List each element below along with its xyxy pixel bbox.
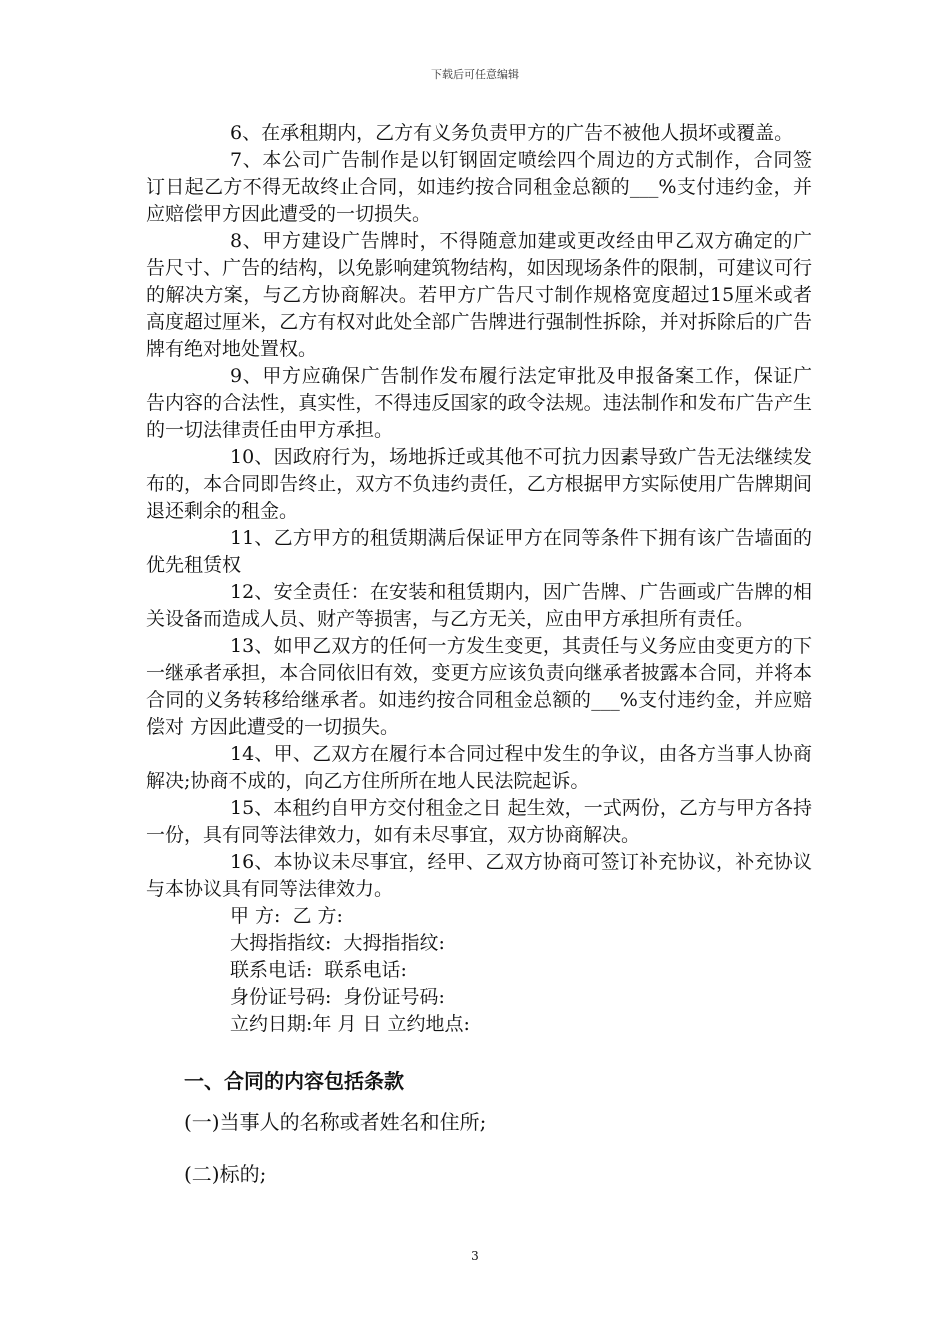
signature-date-place: 立约日期:年 月 日 立约地点: [230, 1013, 470, 1035]
signature-thumbprint: 大拇指指纹: 大拇指指纹: [230, 932, 445, 954]
clause-11: 11、乙方甲方的租赁期满后保证甲方在同等条件下拥有该广告墙面的优先租赁权 [146, 527, 812, 576]
contract-body [146, 120, 812, 1038]
clause-15: 15、本租约自甲方交付租金之日 起生效，一式两份，乙方与甲方各持一份，具有同等法律效力，如有未尽事宜，双方协商解决。 [146, 797, 812, 846]
page-header: 下载后可任意编辑 [431, 68, 519, 81]
clause-14: 14、甲、乙双方在履行本合同过程中发生的争议，由各方当事人协商解决;协商不成的，向乙方住所所在地人民法院起诉。 [146, 743, 812, 792]
page-number: 3 [471, 1249, 479, 1263]
clause-12: 12、安全责任：在安装和租赁期内，因广告牌、广告画或广告牌的相关设备而造成人员、财产等损害，与乙方无关，应由甲方承担所有责任。 [146, 581, 812, 630]
clause-8: 8、甲方建设广告牌时，不得随意加建或更改经由甲乙双方确定的广告尺寸、广告的结构，以免影响建筑物结构，如因现场条件的限制，可建议可行的解决方案，与乙方协商解决。若甲方广告尺寸制作规格宽度超过15厘米或者高度超过厘米，乙方有权对此处全部广告牌进行强制性拆除，并对拆除后的广告牌有绝对地处置权。 [146, 230, 812, 360]
signature-id-number: 身份证号码: 身份证号码: [230, 986, 445, 1008]
signature-parties: 甲 方: 乙 方: [230, 905, 343, 927]
clause-6: 6、在承租期内，乙方有义务负责甲方的广告不被他人损坏或覆盖。 [230, 122, 794, 144]
section-heading: 一、合同的内容包括条款 [184, 1069, 404, 1093]
clause-13: 13、如甲乙双方的任何一方发生变更，其责任与义务应由变更方的下一继承者承担，本合同依旧有效，变更方应该负责向继承者披露本合同，并将本合同的义务转移给继承者。如违约按合同租金总额的___%支付违约金，并应赔偿对 方因此遭受的一切损失。 [146, 635, 812, 738]
clause-7: 7、本公司广告制作是以钉钢固定喷绘四个周边的方式制作，合同签订日起乙方不得无故终止合同，如违约按合同租金总额的___%支付违约金，并应赔偿甲方因此遭受的一切损失。 [146, 149, 812, 225]
clause-10: 10、因政府行为，场地拆迁或其他不可抗力因素导致广告无法继续发布的，本合同即告终止，双方不负违约责任，乙方根据甲方实际使用广告牌期间退还剩余的租金。 [146, 446, 812, 522]
section-item-2: (二)标的; [184, 1162, 267, 1186]
clause-16: 16、本协议未尽事宜，经甲、乙双方协商可签订补充协议，补充协议与本协议具有同等法律效力。 [146, 851, 812, 900]
section-item-1: (一)当事人的名称或者姓名和住所; [184, 1110, 487, 1134]
signature-phone: 联系电话: 联系电话: [230, 959, 407, 981]
signature-block [146, 903, 812, 1038]
clause-9: 9、甲方应确保广告制作发布履行法定审批及申报备案工作，保证广告内容的合法性，真实性，不得违反国家的政令法规。违法制作和发布广告产生的一切法律责任由甲方承担。 [146, 365, 812, 441]
